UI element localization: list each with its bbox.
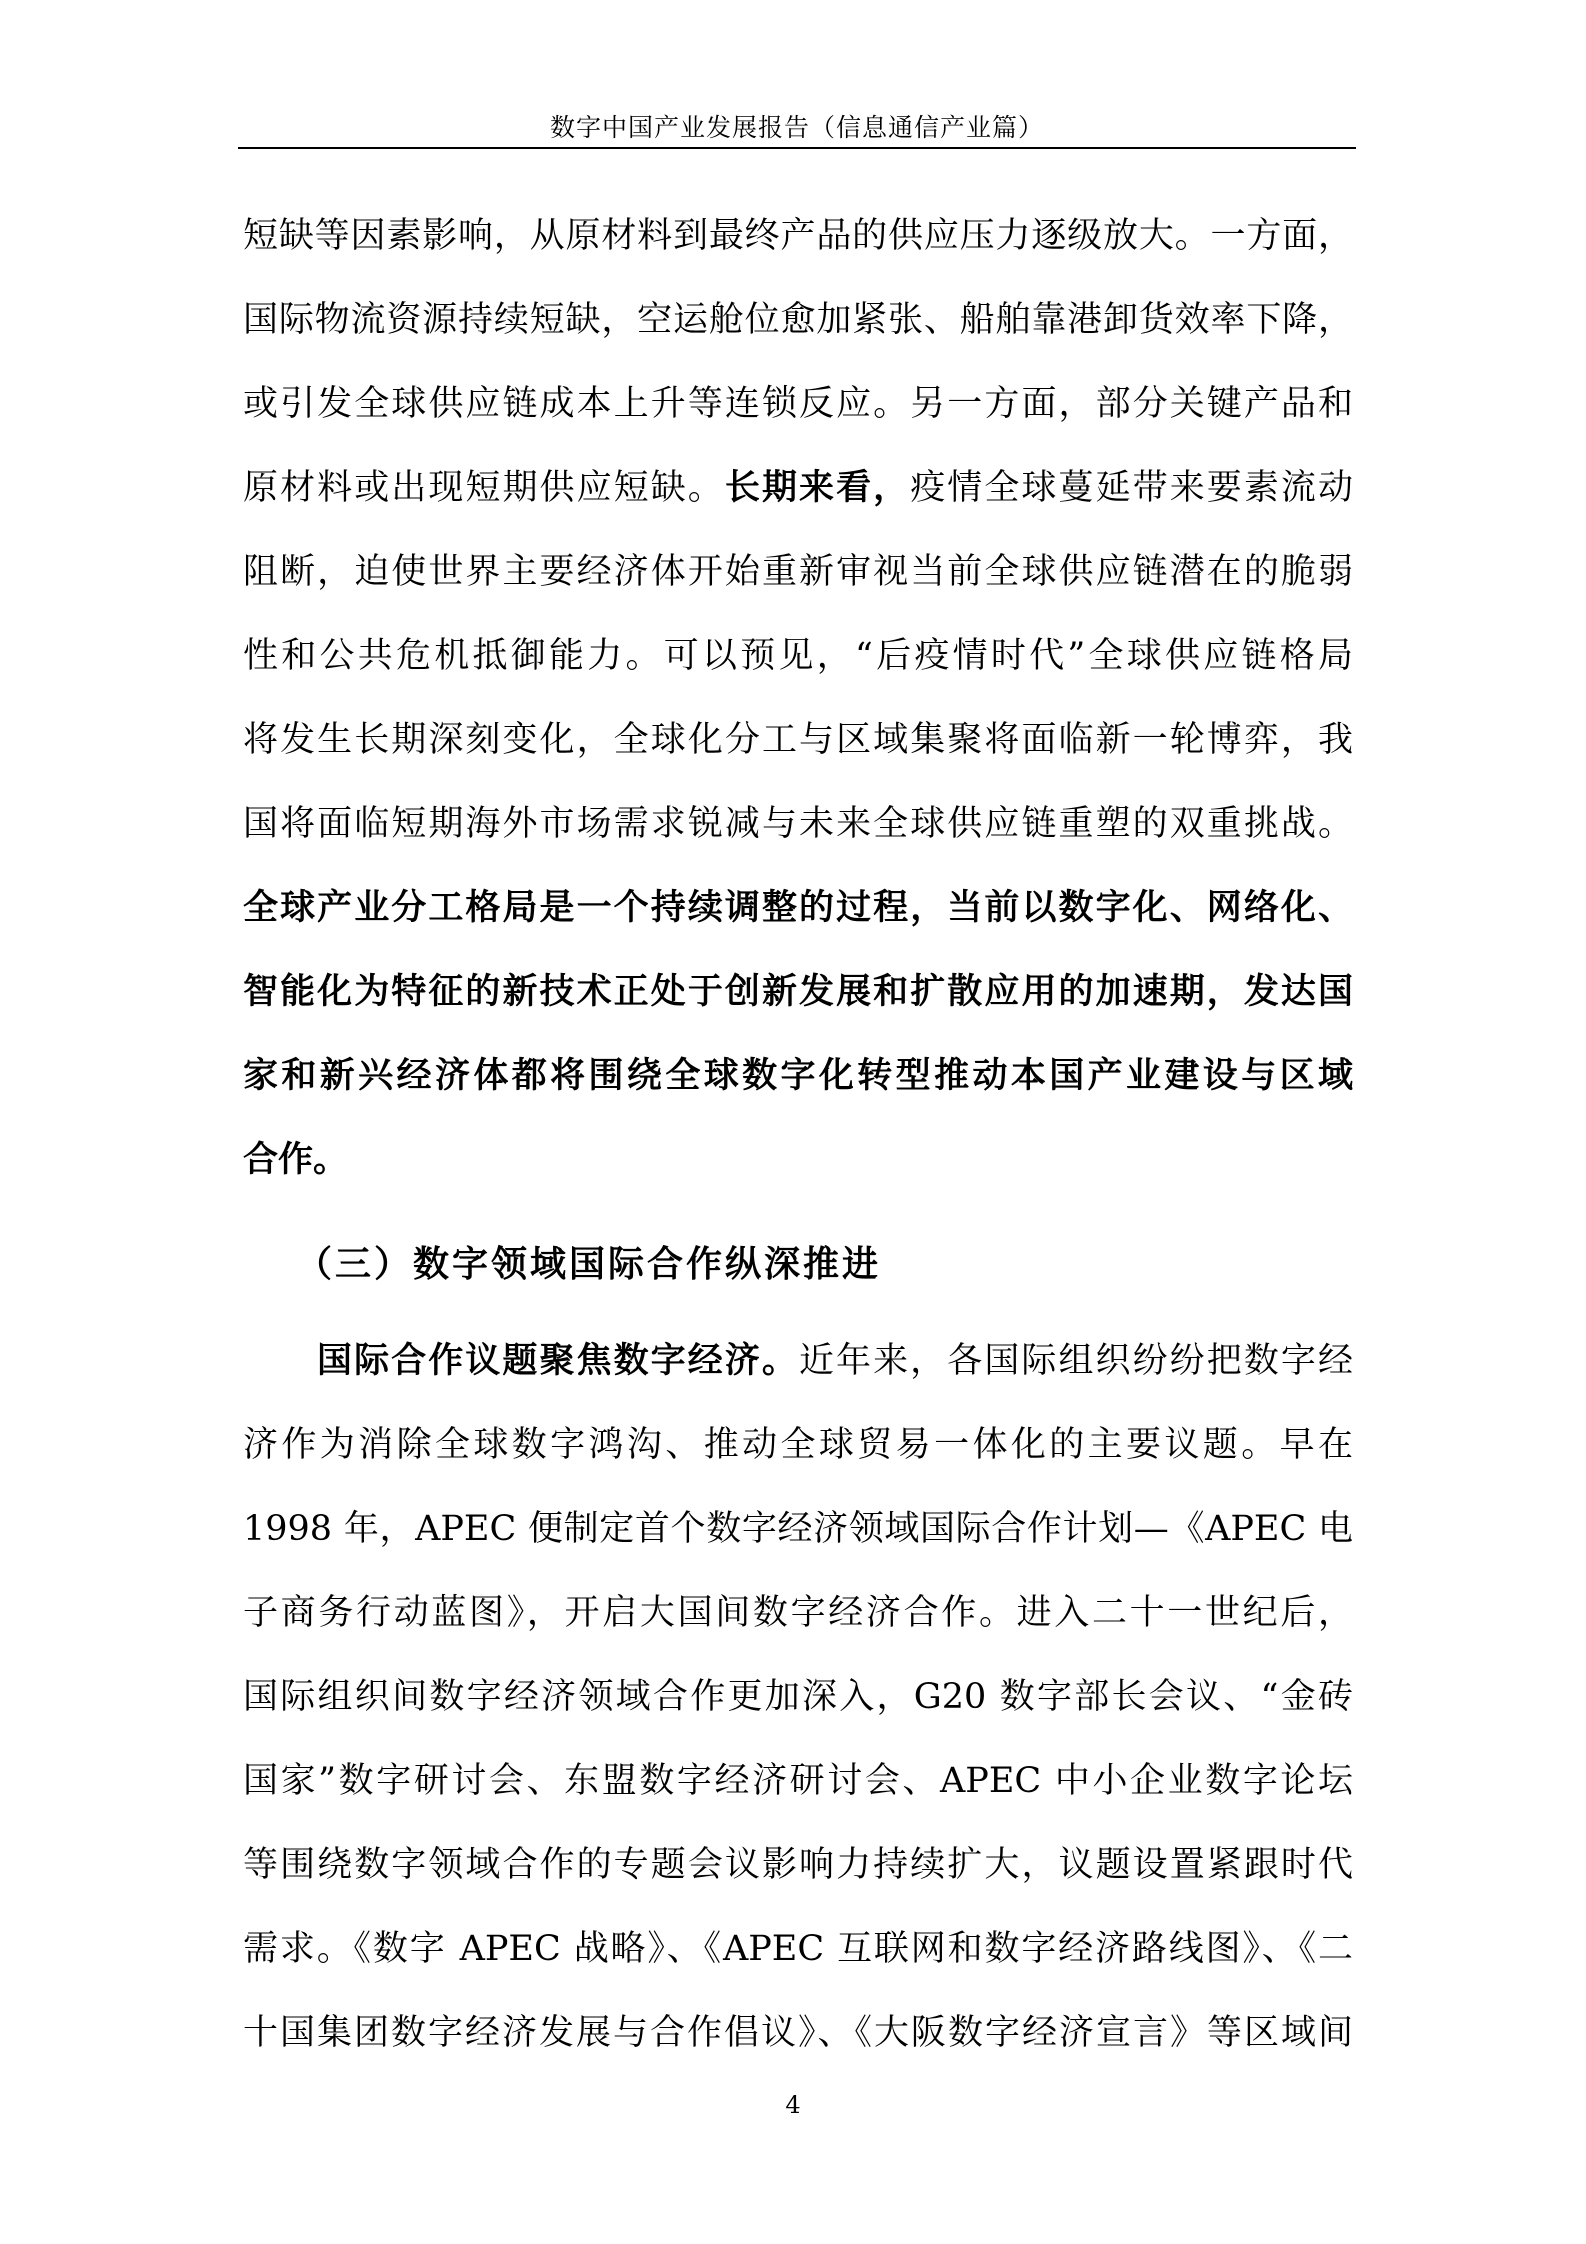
body-line-mixed	[243, 458, 1353, 518]
bold-lead: 国际合作议题聚焦数字经济。	[317, 1341, 799, 1381]
body-line: 等围绕数字领域合作的专题会议影响力持续扩大，议题设置紧跟时代	[243, 1845, 1353, 1885]
bold-body-line: 合作。	[243, 1140, 349, 1180]
body-text: 近年来，各国际组织纷纷把数字经	[798, 1341, 1353, 1381]
header-rule	[238, 147, 1356, 149]
body-line: 或引发全球供应链成本上升等连锁反应。另一方面，部分关键产品和	[243, 384, 1353, 424]
body-line: 性和公共危机抵御能力。可以预见，“后疫情时代”全球供应链格局	[243, 636, 1353, 676]
page-number: 4	[785, 2091, 801, 2119]
bold-body-line: 家和新兴经济体都将围绕全球数字化转型推动本国产业建设与区域	[243, 1056, 1353, 1096]
body-line: 国际物流资源持续短缺，空运舱位愈加紧张、船舶靠港卸货效率下降，	[243, 300, 1353, 340]
section-heading: （三）数字领域国际合作纵深推进	[296, 1244, 882, 1285]
bold-body-line: 全球产业分工格局是一个持续调整的过程，当前以数字化、网络化、	[243, 888, 1353, 928]
bold-phrase: 长期来看，	[724, 468, 911, 508]
body-line: 1998 年，APEC 便制定首个数字经济领域国际合作计划—《APEC 电	[243, 1509, 1353, 1549]
body-line: 济作为消除全球数字鸿沟、推动全球贸易一体化的主要议题。早在	[243, 1425, 1353, 1465]
body-line: 国家”数字研讨会、东盟数字经济研讨会、APEC 中小企业数字论坛	[243, 1761, 1353, 1801]
body-line: 短缺等因素影响，从原材料到最终产品的供应压力逐级放大。一方面，	[243, 216, 1353, 256]
body-line-mixed	[317, 1331, 1353, 1391]
body-line: 子商务行动蓝图》，开启大国间数字经济合作。进入二十一世纪后，	[243, 1593, 1353, 1633]
body-line: 需求。《数字 APEC 战略》、《APEC 互联网和数字经济路线图》、《二	[243, 1929, 1353, 1969]
running-header: 数字中国产业发展报告（信息通信产业篇）	[549, 113, 1044, 142]
body-line: 国将面临短期海外市场需求锐减与未来全球供应链重塑的双重挑战。	[243, 804, 1353, 844]
body-text: 原材料或出现短期供应短缺。	[243, 468, 725, 508]
bold-body-line: 智能化为特征的新技术正处于创新发展和扩散应用的加速期，发达国	[243, 972, 1353, 1012]
body-line: 阻断，迫使世界主要经济体开始重新审视当前全球供应链潜在的脆弱	[243, 552, 1353, 592]
body-line: 十国集团数字经济发展与合作倡议》、《大阪数字经济宣言》等区域间	[243, 2013, 1353, 2053]
body-line: 将发生长期深刻变化，全球化分工与区域集聚将面临新一轮博弈，我	[243, 720, 1353, 760]
body-line: 国际组织间数字经济领域合作更加深入，G20 数字部长会议、“金砖	[243, 1677, 1353, 1717]
body-text: 疫情全球蔓延带来要素流动	[910, 468, 1353, 508]
